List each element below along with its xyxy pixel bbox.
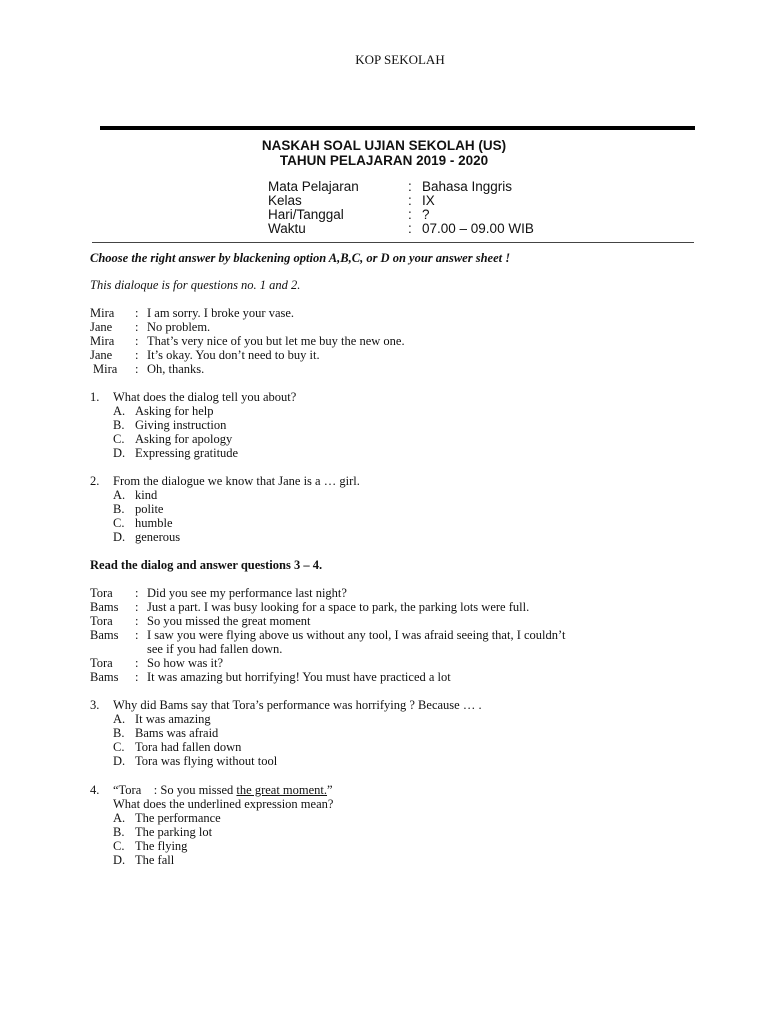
question-number: 4.: [90, 783, 100, 797]
option-a: [113, 811, 221, 825]
quote-prefix: “Tora : So you missed: [113, 783, 237, 797]
speaker: Bams: [90, 670, 119, 684]
option-d: [113, 530, 180, 544]
option-text: Tora had fallen down: [135, 740, 242, 754]
exam-info-table: [268, 180, 534, 236]
option-c: [113, 740, 241, 754]
info-label: Waktu: [268, 221, 306, 236]
option-letter: A.: [113, 712, 126, 726]
option-d: [113, 754, 277, 768]
question-4-text: What does the underlined expression mean?: [113, 797, 334, 811]
dialog-text: see if you had fallen down.: [147, 642, 283, 656]
dialog-line: [90, 348, 320, 362]
option-letter: B.: [113, 825, 125, 839]
option-c: [113, 432, 232, 446]
dialog-text: Did you see my performance last night?: [147, 586, 347, 600]
info-colon: :: [408, 221, 412, 236]
colon: :: [135, 628, 139, 642]
info-label: Kelas: [268, 193, 302, 208]
option-letter: C.: [113, 839, 125, 853]
question-number: 3.: [90, 698, 100, 712]
info-colon: :: [408, 179, 412, 194]
exam-title-line-2: TAHUN PELAJARAN 2019 - 2020: [279, 153, 489, 168]
info-row-subject: [268, 180, 534, 194]
speaker: Tora: [90, 614, 113, 628]
option-text: generous: [135, 530, 181, 544]
option-c: [113, 839, 187, 853]
info-row-time: [268, 222, 534, 236]
option-letter: B.: [113, 418, 125, 432]
dialog-line-continuation: [90, 642, 282, 656]
info-row-date: [268, 208, 534, 222]
option-letter: A.: [113, 404, 126, 418]
question-text: Why did Bams say that Tora’s performance was horrifying ? Because … .: [113, 698, 482, 712]
option-letter: D.: [113, 853, 126, 867]
option-letter: D.: [113, 754, 126, 768]
option-b: [113, 418, 226, 432]
exam-title: [0, 138, 768, 168]
option-b: [113, 825, 212, 839]
colon: :: [135, 306, 139, 320]
speaker: Bams: [90, 600, 119, 614]
info-value: ?: [422, 207, 430, 222]
dialog-text: Oh, thanks.: [147, 362, 205, 376]
speaker: Mira: [93, 362, 118, 376]
option-letter: C.: [113, 516, 125, 530]
option-text: Tora was flying without tool: [135, 754, 278, 768]
dialog-line: [90, 334, 405, 348]
option-d: [113, 446, 238, 460]
dialog-2-intro: Read the dialog and answer questions 3 – 4.: [90, 558, 323, 572]
instruction: Choose the right answer by blackening option A,B,C, or D on your answer sheet !: [90, 251, 511, 265]
dialog-text: It’s okay. You don’t need to buy it.: [147, 348, 320, 362]
option-text: The flying: [135, 839, 188, 853]
option-a: [113, 404, 213, 418]
option-text: Expressing gratitude: [135, 446, 239, 460]
dialog-line: [93, 362, 204, 376]
question-4: [90, 783, 333, 797]
colon: :: [135, 656, 139, 670]
question-3: [90, 698, 482, 712]
colon: :: [135, 614, 139, 628]
question-number: 2.: [90, 474, 100, 488]
info-colon: :: [408, 207, 412, 222]
option-text: Asking for apology: [135, 432, 233, 446]
colon: :: [135, 320, 139, 334]
dialog-text: I saw you were flying above us without any tool, I was afraid seeing that, I couldn’t: [147, 628, 566, 642]
option-b: [113, 726, 218, 740]
question-2: [90, 474, 360, 488]
option-text: kind: [135, 488, 158, 502]
option-letter: B.: [113, 502, 125, 516]
question-text: What does the dialog tell you about?: [113, 390, 297, 404]
option-a: [113, 712, 211, 726]
dialog-line: [90, 656, 223, 670]
dialog-1-intro: This dialoque is for questions no. 1 and 2.: [90, 278, 301, 292]
dialog-line: [90, 614, 311, 628]
option-text: polite: [135, 502, 164, 516]
dialog-text: That’s very nice of you but let me buy the new one.: [147, 334, 405, 348]
info-row-class: [268, 194, 534, 208]
option-d: [113, 853, 174, 867]
option-letter: C.: [113, 432, 125, 446]
underlined-expression: the great moment.: [236, 783, 328, 797]
dialog-text: No problem.: [147, 320, 211, 334]
colon: :: [135, 586, 139, 600]
exam-title-line-1: NASKAH SOAL UJIAN SEKOLAH (US): [261, 138, 507, 153]
dialog-text: I am sorry. I broke your vase.: [147, 306, 295, 320]
info-value: Bahasa Inggris: [422, 179, 513, 194]
kop-sekolah: KOP SEKOLAH: [355, 52, 445, 67]
dialog-line: [90, 670, 451, 684]
colon: :: [135, 348, 139, 362]
option-letter: A.: [113, 488, 126, 502]
option-text: The performance: [135, 811, 221, 825]
option-letter: D.: [113, 446, 126, 460]
colon: :: [135, 334, 139, 348]
dialog-text: So how was it?: [147, 656, 224, 670]
speaker: Tora: [90, 656, 113, 670]
dialog-text: It was amazing but horrifying! You must have practiced a lot: [147, 670, 451, 684]
option-text: Giving instruction: [135, 418, 227, 432]
info-colon: :: [408, 193, 412, 208]
question-number: 1.: [90, 390, 100, 404]
info-value: 07.00 – 09.00 WIB: [422, 221, 534, 236]
option-text: humble: [135, 516, 173, 530]
option-text: Bams was afraid: [135, 726, 219, 740]
option-letter: C.: [113, 740, 125, 754]
option-text: The parking lot: [135, 825, 213, 839]
speaker: Mira: [90, 306, 115, 320]
speaker: Bams: [90, 628, 119, 642]
dialog-line: [90, 628, 565, 642]
dialog-line: [90, 306, 294, 320]
option-text: Asking for help: [135, 404, 214, 418]
speaker: Jane: [90, 320, 113, 334]
dialog-line: [90, 586, 347, 600]
option-text: It was amazing: [135, 712, 211, 726]
option-letter: B.: [113, 726, 125, 740]
option-text: The fall: [135, 853, 175, 867]
info-label: Mata Pelajaran: [268, 179, 359, 194]
dialog-text: So you missed the great moment: [147, 614, 311, 628]
dialog-line: [90, 600, 529, 614]
quote-suffix: ”: [327, 783, 333, 797]
option-letter: D.: [113, 530, 126, 544]
info-label: Hari/Tanggal: [268, 207, 344, 222]
colon: :: [135, 362, 139, 376]
colon: :: [135, 600, 139, 614]
option-letter: A.: [113, 811, 126, 825]
info-value: IX: [422, 193, 435, 208]
speaker: Jane: [90, 348, 113, 362]
header-thick-divider: [100, 126, 695, 130]
option-b: [113, 502, 163, 516]
colon: :: [135, 670, 139, 684]
question-text: From the dialogue we know that Jane is a … girl.: [113, 474, 360, 488]
option-c: [113, 516, 173, 530]
dialog-text: Just a part. I was busy looking for a space to park, the parking lots were full.: [147, 600, 530, 614]
speaker: Mira: [90, 334, 115, 348]
option-a: [113, 488, 157, 502]
question-1: [90, 390, 296, 404]
header-thin-divider: [92, 242, 694, 243]
speaker: Tora: [90, 586, 113, 600]
dialog-line: [90, 320, 210, 334]
